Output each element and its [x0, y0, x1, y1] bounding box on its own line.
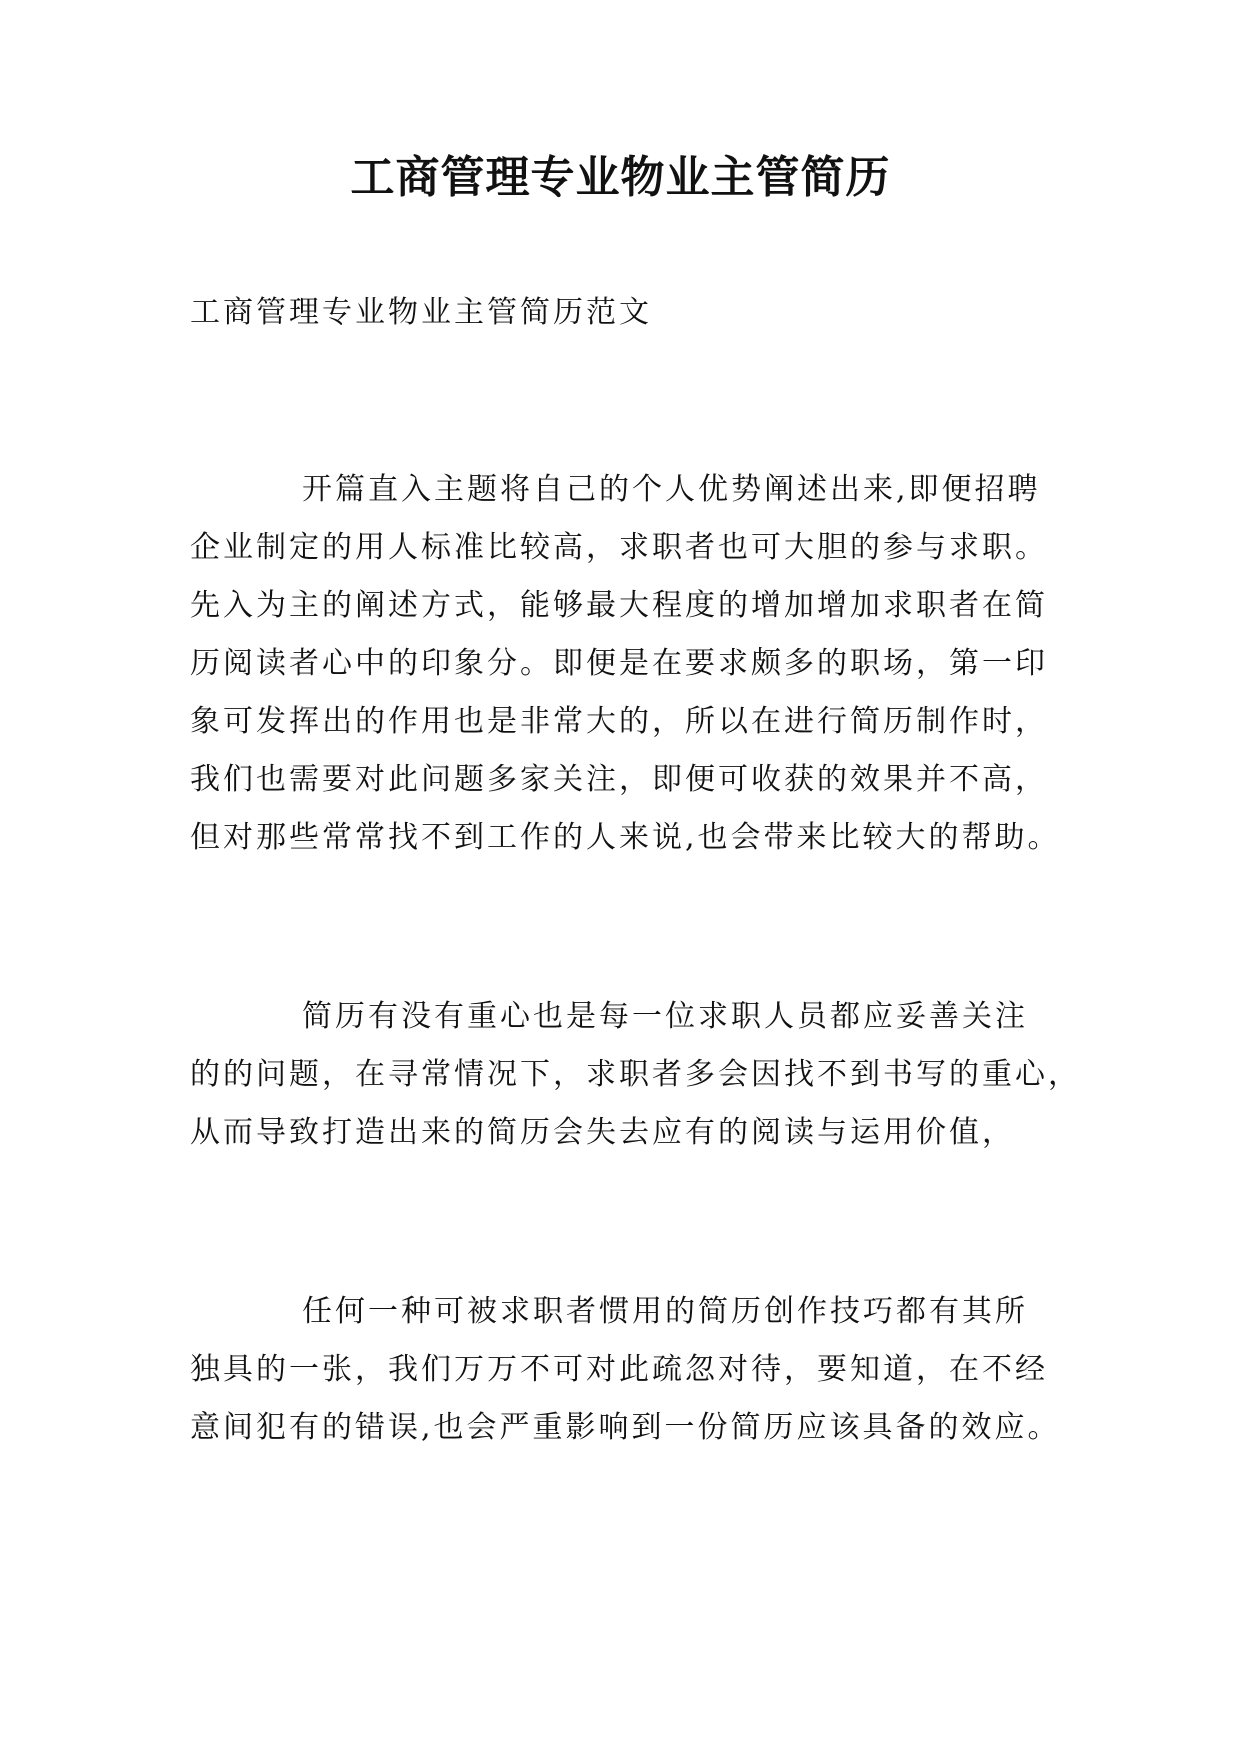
paragraph-line: 但对那些常常找不到工作的人来说,也会带来比较大的帮助。 — [190, 820, 1061, 855]
paragraph-line: 从而导致打造出来的简历会失去应有的阅读与运用价值， — [190, 1115, 1015, 1150]
document-subtitle: 工商管理专业物业主管简历范文 — [190, 295, 652, 330]
paragraph-1 — [190, 461, 1061, 867]
paragraph-line: 先入为主的阐述方式，能够最大程度的增加增加求职者在简 — [190, 588, 1048, 623]
paragraph-3 — [190, 1283, 1061, 1457]
paragraph-line: 历阅读者心中的印象分。即便是在要求颇多的职场，第一印 — [190, 646, 1048, 681]
document-title: 工商管理专业物业主管简历 — [350, 152, 891, 203]
paragraph-line: 独具的一张，我们万万不可对此疏忽对待，要知道，在不经 — [190, 1352, 1048, 1387]
paragraph-line: 企业制定的用人标准比较高，求职者也可大胆的参与求职。 — [190, 530, 1048, 565]
paragraph-line: 我们也需要对此问题多家关注，即便可收获的效果并不高， — [190, 762, 1048, 797]
paragraph-line: 意间犯有的错误,也会严重影响到一份简历应该具备的效应。 — [190, 1410, 1061, 1445]
paragraph-line: 开篇直入主题将自己的个人优势阐述出来,即便招聘 — [302, 472, 1041, 507]
paragraph-line: 任何一种可被求职者惯用的简历创作技巧都有其所 — [302, 1294, 1028, 1329]
paragraph-2 — [190, 988, 1081, 1162]
paragraph-line: 的的问题，在寻常情况下，求职者多会因找不到书写的重心， — [190, 1057, 1081, 1092]
paragraph-line: 简历有没有重心也是每一位求职人员都应妥善关注 — [302, 999, 1028, 1034]
paragraph-line: 象可发挥出的作用也是非常大的，所以在进行简历制作时， — [190, 704, 1048, 739]
